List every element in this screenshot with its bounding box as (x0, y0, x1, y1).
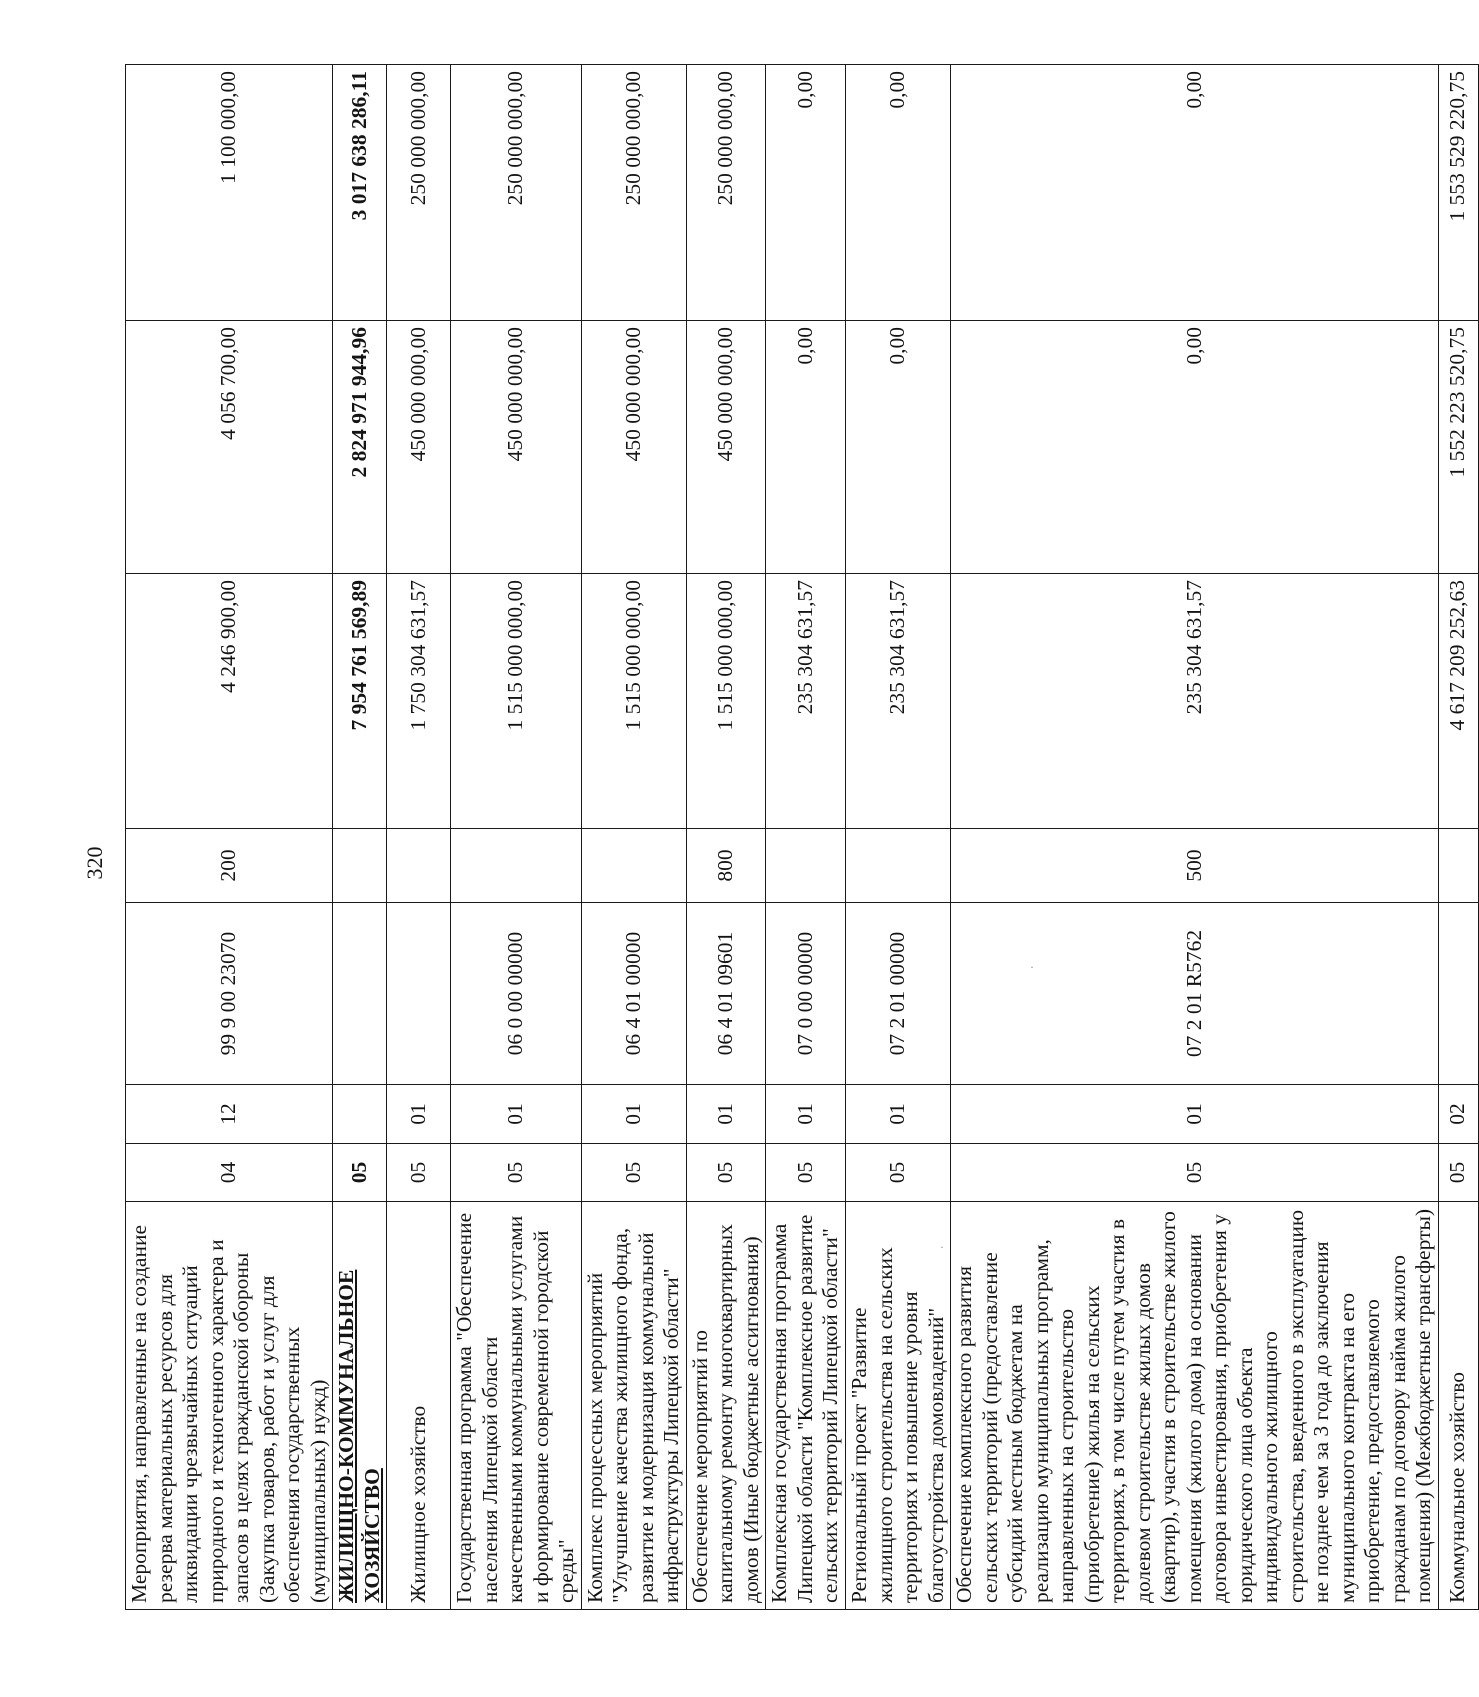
podrazdel-cell: 01 (581, 1085, 686, 1144)
expense-type-cell (581, 829, 686, 903)
amount-year1-cell: 235 304 631,57 (951, 574, 1439, 829)
target-article-cell (387, 903, 451, 1085)
amount-year3-cell: 1 553 529 220,75 (1438, 65, 1478, 321)
amount-year2-cell: 4 056 700,00 (126, 321, 333, 574)
amount-year2-cell: 2 824 971 944,96 (333, 321, 387, 574)
expense-type-cell: 200 (126, 829, 333, 903)
amount-year1-cell: 235 304 631,57 (766, 574, 846, 829)
podrazdel-cell: 01 (951, 1085, 1439, 1144)
amount-year3-cell: 0,00 (766, 65, 846, 321)
razdel-cell: 05 (846, 1144, 951, 1202)
amount-year1-cell: 235 304 631,57 (846, 574, 951, 829)
row-name-cell: Жилищное хозяйство (387, 1202, 451, 1610)
razdel-cell: 05 (451, 1144, 582, 1202)
amount-year3-cell: 250 000 000,00 (387, 65, 451, 321)
target-article-cell: 06 4 01 00000 (581, 903, 686, 1085)
amount-year3-cell: 250 000 000,00 (451, 65, 582, 321)
table-row (686, 65, 766, 1610)
expense-type-cell: 800 (686, 829, 766, 903)
table-row (333, 65, 387, 1610)
target-article-cell: 07 0 00 00000 (766, 903, 846, 1085)
row-name-cell: Государственная программа "Обеспечение населения Липецкой области качественными коммунальными услугами и формирование современной городской среды" (451, 1202, 582, 1610)
amount-year1-cell: 4 246 900,00 (126, 574, 333, 829)
amount-year1-cell: 1 515 000 000,00 (686, 574, 766, 829)
amount-year1-cell: 1 750 304 631,57 (387, 574, 451, 829)
expense-type-cell (1438, 829, 1478, 903)
table-row (581, 65, 686, 1610)
podrazdel-cell: 12 (126, 1085, 333, 1144)
row-name-cell: Коммунальное хозяйство (1438, 1202, 1478, 1610)
expense-type-cell (766, 829, 846, 903)
row-name-cell: Мероприятия, направленные на создание резерва материальных ресурсов для ликвидации чрезвычайных ситуаций природного и техногенного характера и запасов в целях гражданской обороны (Закупка товаров, работ и услуг для обеспечения государственных (муниципальных) нужд) (126, 1202, 333, 1610)
expense-type-cell: 500 (951, 829, 1439, 903)
razdel-cell: 05 (387, 1144, 451, 1202)
target-article-cell (1438, 903, 1478, 1085)
target-article-cell: 06 0 00 00000 (451, 903, 582, 1085)
razdel-cell: 05 (581, 1144, 686, 1202)
table-row (126, 65, 333, 1610)
amount-year1-cell: 4 617 209 252,63 (1438, 574, 1478, 829)
expense-type-cell (451, 829, 582, 903)
amount-year2-cell: 0,00 (951, 321, 1439, 574)
amount-year2-cell: 450 000 000,00 (581, 321, 686, 574)
amount-year3-cell: 3 017 638 286,11 (333, 65, 387, 321)
amount-year2-cell: 450 000 000,00 (451, 321, 582, 574)
podrazdel-cell: 02 (1438, 1085, 1478, 1144)
table-row (1438, 65, 1478, 1610)
podrazdel-cell: 01 (451, 1085, 582, 1144)
podrazdel-cell: 01 (846, 1085, 951, 1144)
row-name-cell: ЖИЛИЩНО-КОММУНАЛЬНОЕ ХОЗЯЙСТВО (333, 1202, 387, 1610)
amount-year1-cell: 7 954 761 569,89 (333, 574, 387, 829)
table-row (387, 65, 451, 1610)
row-name-cell: Комплексная государственная программа Липецкой области "Комплексное развитие сельских территорий Липецкой области" (766, 1202, 846, 1610)
podrazdel-cell: 01 (686, 1085, 766, 1144)
table-row (846, 65, 951, 1610)
target-article-cell (333, 903, 387, 1085)
row-name-cell: Обеспечение комплексного развития сельских территорий (предоставление субсидий местным бюджетам на реализацию муниципальных программ, направленных на строительство (приобретение) жилья на сельских территориях, в том числе путем участия в долевом строительстве жилых домов (квартир), участия в строительстве жилого помещения (жилого дома) на основании договора инвестирования, приобретения у юридического лица объекта индивидуального жилищного строительства, введенного в эксплуатацию не позднее чем за 3 года до заключения муниципального контракта на его приобретение, предоставляемого гражданам по договору найма жилого помещения) (Межбюджетные трансферты) (951, 1202, 1439, 1610)
row-name-cell: Обеспечение мероприятий по капитальному ремонту многоквартирных домов (Иные бюджетные ассигнования) (686, 1202, 766, 1610)
budget-table (125, 64, 1479, 1610)
target-article-cell: 99 9 00 23070 (126, 903, 333, 1085)
target-article-cell: 07 2 01 00000 (846, 903, 951, 1085)
expense-type-cell (333, 829, 387, 903)
target-article-cell: 07 2 01 R5762 (951, 903, 1439, 1085)
expense-type-cell (846, 829, 951, 903)
table-row (951, 65, 1439, 1610)
table-row (766, 65, 846, 1610)
scan-mark: · (1030, 960, 1034, 974)
row-name-cell: Региональный проект "Развитие жилищного строительства на сельских территориях и повышение уровня благоустройства домовладений" (846, 1202, 951, 1610)
amount-year3-cell: 250 000 000,00 (686, 65, 766, 321)
razdel-cell: 04 (126, 1144, 333, 1202)
amount-year2-cell: 1 552 223 520,75 (1438, 321, 1478, 574)
podrazdel-cell: 01 (387, 1085, 451, 1144)
razdel-cell: 05 (686, 1144, 766, 1202)
podrazdel-cell: 01 (766, 1085, 846, 1144)
amount-year3-cell: 1 100 000,00 (126, 65, 333, 321)
razdel-cell: 05 (766, 1144, 846, 1202)
scan-mark: · (940, 1240, 944, 1254)
page-number: 320 (82, 846, 107, 880)
amount-year2-cell: 0,00 (766, 321, 846, 574)
podrazdel-cell (333, 1085, 387, 1144)
expense-type-cell (387, 829, 451, 903)
razdel-cell: 05 (951, 1144, 1439, 1202)
amount-year2-cell: 450 000 000,00 (686, 321, 766, 574)
target-article-cell: 06 4 01 09601 (686, 903, 766, 1085)
amount-year1-cell: 1 515 000 000,00 (451, 574, 582, 829)
amount-year2-cell: 450 000 000,00 (387, 321, 451, 574)
razdel-cell: 05 (1438, 1144, 1478, 1202)
razdel-cell: 05 (333, 1144, 387, 1202)
amount-year3-cell: 0,00 (846, 65, 951, 321)
rotated-table-container (125, 65, 1470, 1610)
row-name-cell: Комплекс процессных мероприятий "Улучшение качества жилищного фонда, развитие и модернизация коммунальной инфраструктуры Липецкой области" (581, 1202, 686, 1610)
amount-year1-cell: 1 515 000 000,00 (581, 574, 686, 829)
amount-year3-cell: 250 000 000,00 (581, 65, 686, 321)
table-row (451, 65, 582, 1610)
amount-year2-cell: 0,00 (846, 321, 951, 574)
amount-year3-cell: 0,00 (951, 65, 1439, 321)
